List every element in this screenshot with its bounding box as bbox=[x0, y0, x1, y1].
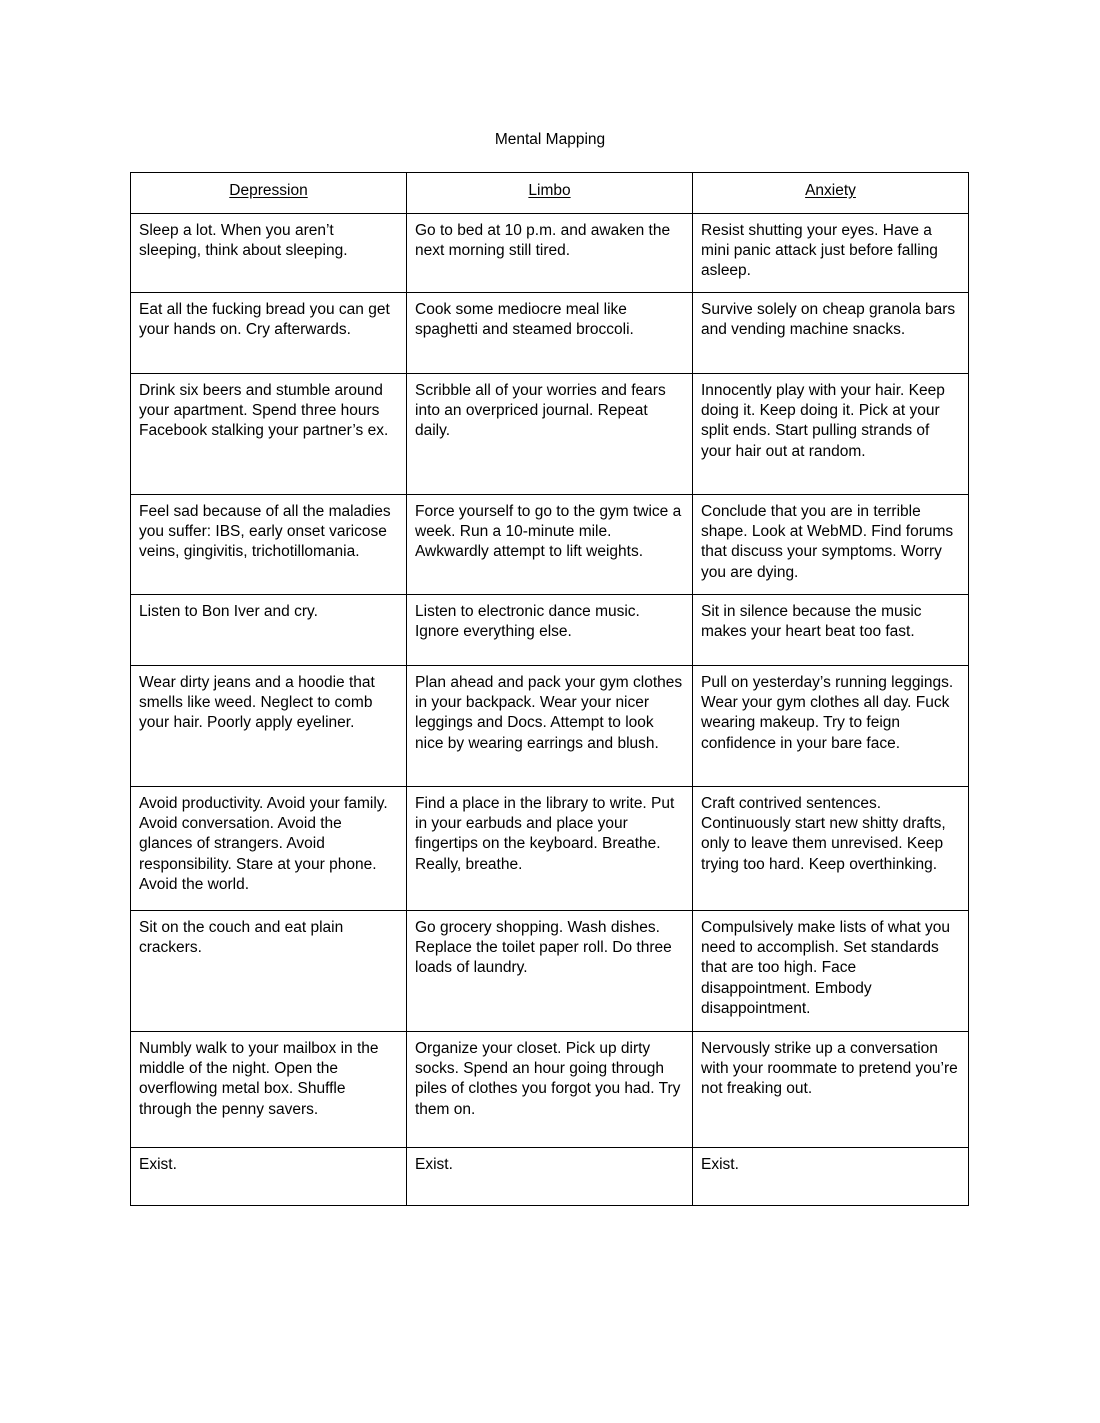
cell-limbo bbox=[407, 595, 693, 666]
table-row bbox=[131, 293, 969, 374]
cell-limbo bbox=[407, 1148, 693, 1206]
cell-text: Feel sad because of all the maladies you suffer: IBS, early onset varicose veins, gingivitis, trichotillomania. bbox=[139, 503, 395, 561]
cell-depression bbox=[131, 1032, 407, 1148]
cell-depression bbox=[131, 911, 407, 1032]
cell-text: Plan ahead and pack your gym clothes in your backpack. Wear your nicer leggings and Docs. Attempt to look nice by wearing earrings and blush. bbox=[415, 674, 687, 752]
mental-mapping-table bbox=[130, 172, 969, 1206]
cell-text: Compulsively make lists of what you need to accomplish. Set standards that are too high. Face disappointment. Embody disappointment. bbox=[701, 919, 955, 1017]
cell-text: Scribble all of your worries and fears into an overpriced journal. Repeat daily. bbox=[415, 382, 671, 440]
cell-anxiety bbox=[693, 495, 969, 595]
cell-anxiety bbox=[693, 293, 969, 374]
cell-text: Listen to Bon Iver and cry. bbox=[139, 603, 318, 620]
cell-text: Avoid productivity. Avoid your family. Avoid conversation. Avoid the glances of strangers. Avoid responsibility. Stare at your phone. Avoid the world. bbox=[139, 795, 392, 893]
column-header-limbo bbox=[407, 173, 693, 214]
table-row bbox=[131, 911, 969, 1032]
cell-text: Cook some mediocre meal like spaghetti and steamed broccoli. bbox=[415, 301, 634, 339]
cell-text: Nervously strike up a conversation with your roommate to pretend you’re not freaking out. bbox=[701, 1040, 963, 1098]
column-header-depression bbox=[131, 173, 407, 214]
cell-text: Innocently play with your hair. Keep doing it. Keep doing it. Pick at your split ends. Start pulling strands of your hair out at random. bbox=[701, 382, 950, 460]
table-row bbox=[131, 595, 969, 666]
table-row bbox=[131, 1032, 969, 1148]
table-row bbox=[131, 666, 969, 787]
cell-text: Sit on the couch and eat plain crackers. bbox=[139, 919, 348, 957]
cell-depression bbox=[131, 293, 407, 374]
table-row bbox=[131, 495, 969, 595]
cell-text: Craft contrived sentences. Continuously start new shitty drafts, only to leave them unrevised. Keep trying too hard. Keep overthinking. bbox=[701, 795, 950, 873]
cell-text: Find a place in the library to write. Put in your earbuds and place your fingertips on the keyboard. Breathe. Really, breathe. bbox=[415, 795, 679, 873]
cell-text: Conclude that you are in terrible shape. Look at WebMD. Find forums that discuss your symptoms. Worry you are dying. bbox=[701, 503, 958, 581]
cell-depression bbox=[131, 374, 407, 495]
column-header-depression-label: Depression bbox=[229, 182, 308, 199]
cell-text: Resist shutting your eyes. Have a mini panic attack just before falling asleep. bbox=[701, 222, 943, 280]
cell-text: Pull on yesterday’s running leggings. Wear your gym clothes all day. Fuck wearing makeup. Try to feign confidence in your bare face. bbox=[701, 674, 958, 752]
cell-limbo bbox=[407, 374, 693, 495]
cell-limbo bbox=[407, 911, 693, 1032]
table-row bbox=[131, 374, 969, 495]
cell-depression bbox=[131, 495, 407, 595]
cell-text: Exist. bbox=[701, 1156, 739, 1173]
cell-text: Sleep a lot. When you aren’t sleeping, think about sleeping. bbox=[139, 222, 348, 260]
cell-text: Survive solely on cheap granola bars and vending machine snacks. bbox=[701, 301, 960, 339]
cell-anxiety bbox=[693, 595, 969, 666]
cell-anxiety bbox=[693, 911, 969, 1032]
column-header-limbo-label: Limbo bbox=[528, 182, 571, 199]
table-row bbox=[131, 214, 969, 293]
cell-anxiety bbox=[693, 214, 969, 293]
cell-text: Exist. bbox=[415, 1156, 453, 1173]
cell-text: Organize your closet. Pick up dirty socks. Spend an hour going through piles of clothes you forgot you had. Try them on. bbox=[415, 1040, 685, 1118]
cell-limbo bbox=[407, 293, 693, 374]
cell-anxiety bbox=[693, 787, 969, 911]
cell-text: Sit in silence because the music makes your heart beat too fast. bbox=[701, 603, 926, 641]
cell-text: Drink six beers and stumble around your apartment. Spend three hours Facebook stalking your partner’s ex. bbox=[139, 382, 389, 440]
table-row bbox=[131, 787, 969, 911]
cell-anxiety bbox=[693, 374, 969, 495]
cell-text: Numbly walk to your mailbox in the middle of the night. Open the overflowing metal box. Shuffle through the penny savers. bbox=[139, 1040, 383, 1118]
column-header-anxiety-label: Anxiety bbox=[805, 182, 856, 199]
cell-depression bbox=[131, 214, 407, 293]
column-header-anxiety bbox=[693, 173, 969, 214]
table-header-row bbox=[131, 173, 969, 214]
cell-text: Listen to electronic dance music. Ignore everything else. bbox=[415, 603, 645, 641]
cell-text: Wear dirty jeans and a hoodie that smells like weed. Neglect to comb your hair. Poorly apply eyeliner. bbox=[139, 674, 380, 732]
cell-text: Force yourself to go to the gym twice a week. Run a 10-minute mile. Awkwardly attempt to lift weights. bbox=[415, 503, 686, 561]
cell-depression bbox=[131, 787, 407, 911]
cell-text: Eat all the fucking bread you can get your hands on. Cry afterwards. bbox=[139, 301, 395, 339]
cell-text: Go to bed at 10 p.m. and awaken the next morning still tired. bbox=[415, 222, 675, 260]
cell-depression bbox=[131, 1148, 407, 1206]
cell-limbo bbox=[407, 495, 693, 595]
cell-anxiety bbox=[693, 666, 969, 787]
cell-limbo bbox=[407, 666, 693, 787]
cell-limbo bbox=[407, 214, 693, 293]
table-row bbox=[131, 1148, 969, 1206]
cell-depression bbox=[131, 666, 407, 787]
cell-anxiety bbox=[693, 1148, 969, 1206]
page-title: Mental Mapping bbox=[494, 131, 606, 148]
cell-text: Exist. bbox=[139, 1156, 177, 1173]
cell-text: Go grocery shopping. Wash dishes. Replace the toilet paper roll. Do three loads of laundry. bbox=[415, 919, 677, 977]
cell-limbo bbox=[407, 1032, 693, 1148]
cell-depression bbox=[131, 595, 407, 666]
cell-anxiety bbox=[693, 1032, 969, 1148]
cell-limbo bbox=[407, 787, 693, 911]
